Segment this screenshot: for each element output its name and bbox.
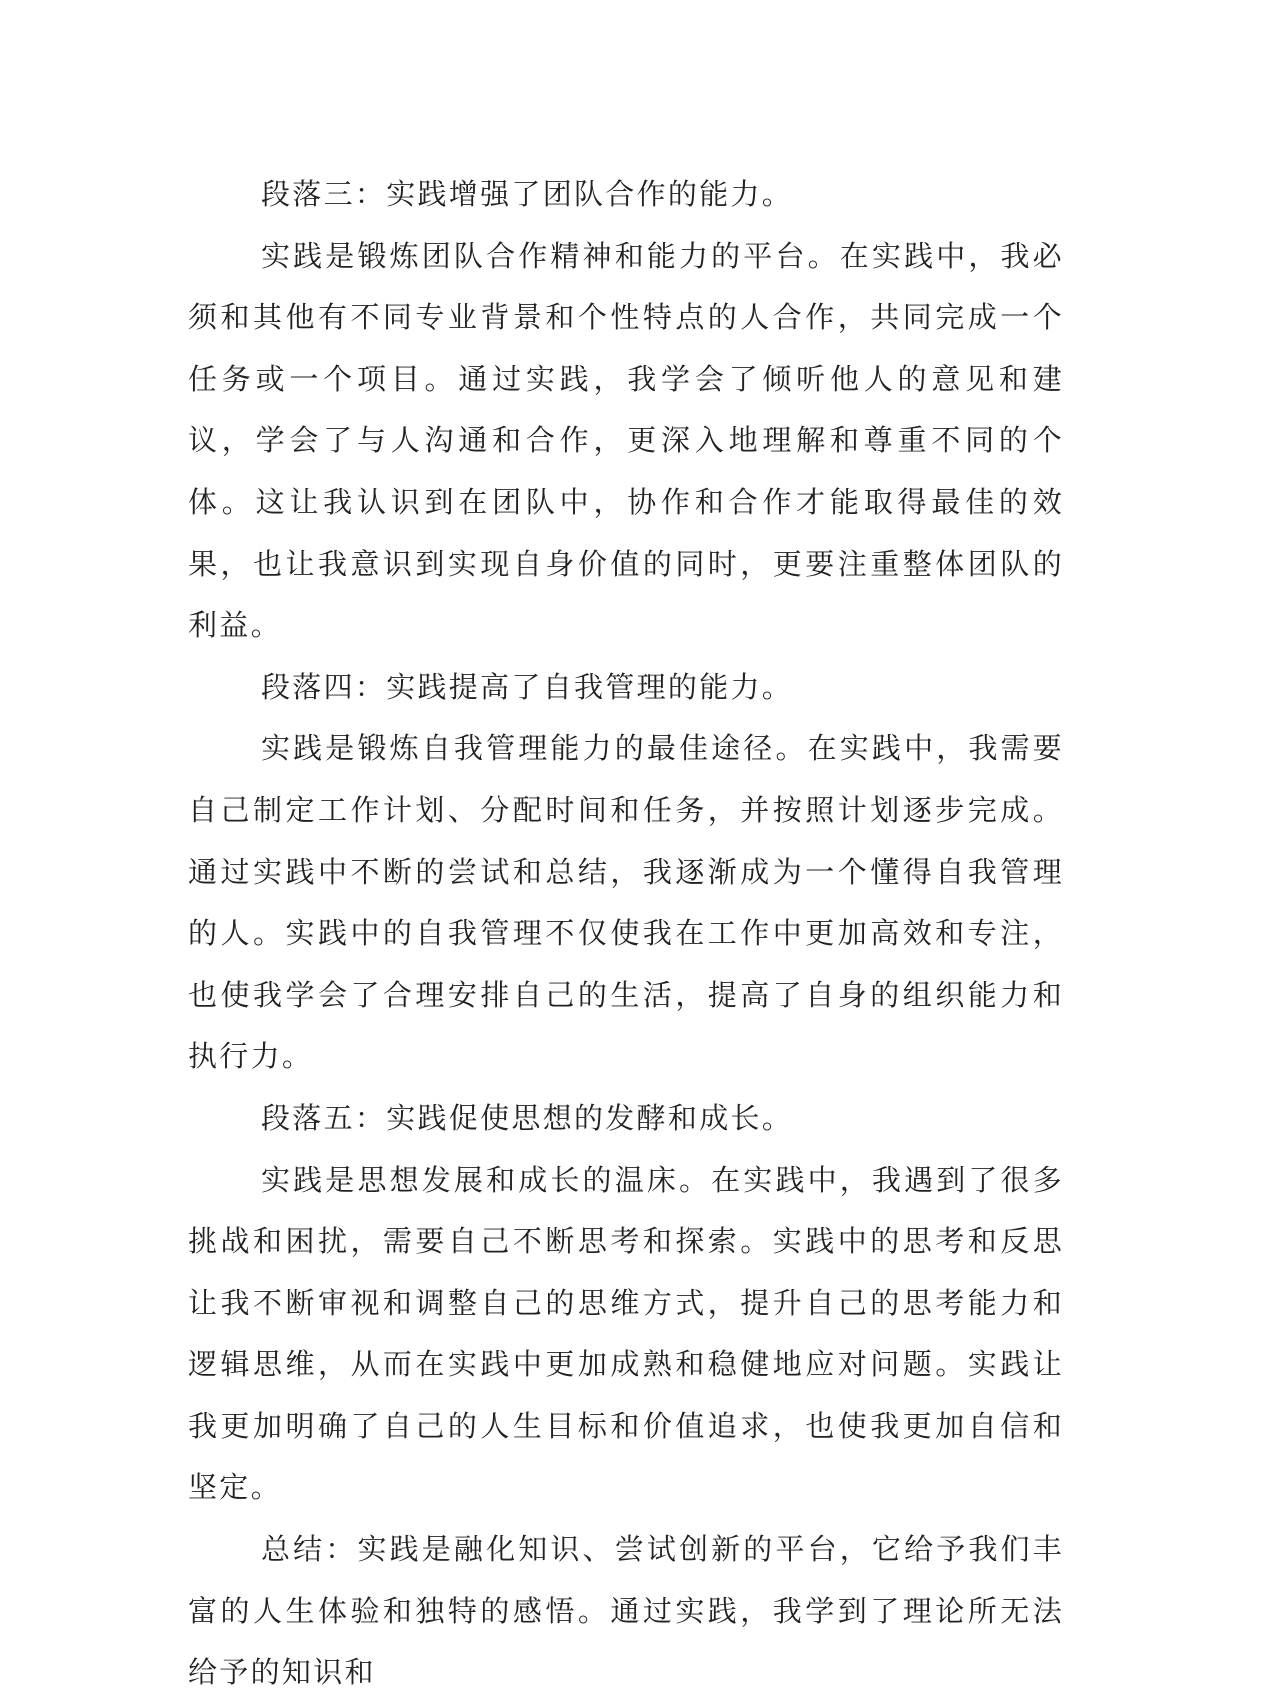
document-body: [188, 164, 1064, 1704]
paragraph-summary: 总结：实践是融化知识、尝试创新的平台，它给予我们丰富的人生体验和独特的感悟。通过实践，我学到了理论所无法给予的知识和: [188, 1532, 1064, 1690]
paragraph-self-management: 实践是锻炼自我管理能力的最佳途径。在实践中，我需要自己制定工作计划、分配时间和任务，并按照计划逐步完成。通过实践中不断的尝试和总结，我逐渐成为一个懂得自我管理的人。实践中的自我管理不仅使我在工作中更加高效和专注，也使我学会了合理安排自己的生活，提高了自身的组织能力和执行力。: [188, 731, 1064, 1074]
section-heading-3: 段落三：实践增强了团队合作的能力。: [261, 177, 794, 211]
paragraph-teamwork: 实践是锻炼团队合作精神和能力的平台。在实践中，我必须和其他有不同专业背景和个性特点的人合作，共同完成一个任务或一个项目。通过实践，我学会了倾听他人的意见和建议，学会了与人沟通和合作，更深入地理解和尊重不同的个体。这让我认识到在团队中，协作和合作才能取得最佳的效果，也让我意识到实现自身价值的同时，更要注重整体团队的利益。: [188, 238, 1064, 643]
paragraph-thought-growth: 实践是思想发展和成长的温床。在实践中，我遇到了很多挑战和困扰，需要自己不断思考和探索。实践中的思考和反思让我不断审视和调整自己的思维方式，提升自己的思考能力和逻辑思维，从而在实践中更加成熟和稳健地应对问题。实践让我更加明确了自己的人生目标和价值追求，也使我更加自信和坚定。: [188, 1162, 1064, 1505]
section-heading-4: 段落四：实践提高了自我管理的能力。: [261, 669, 794, 704]
section-heading-5: 段落五：实践促使思想的发酵和成长。: [261, 1100, 794, 1135]
